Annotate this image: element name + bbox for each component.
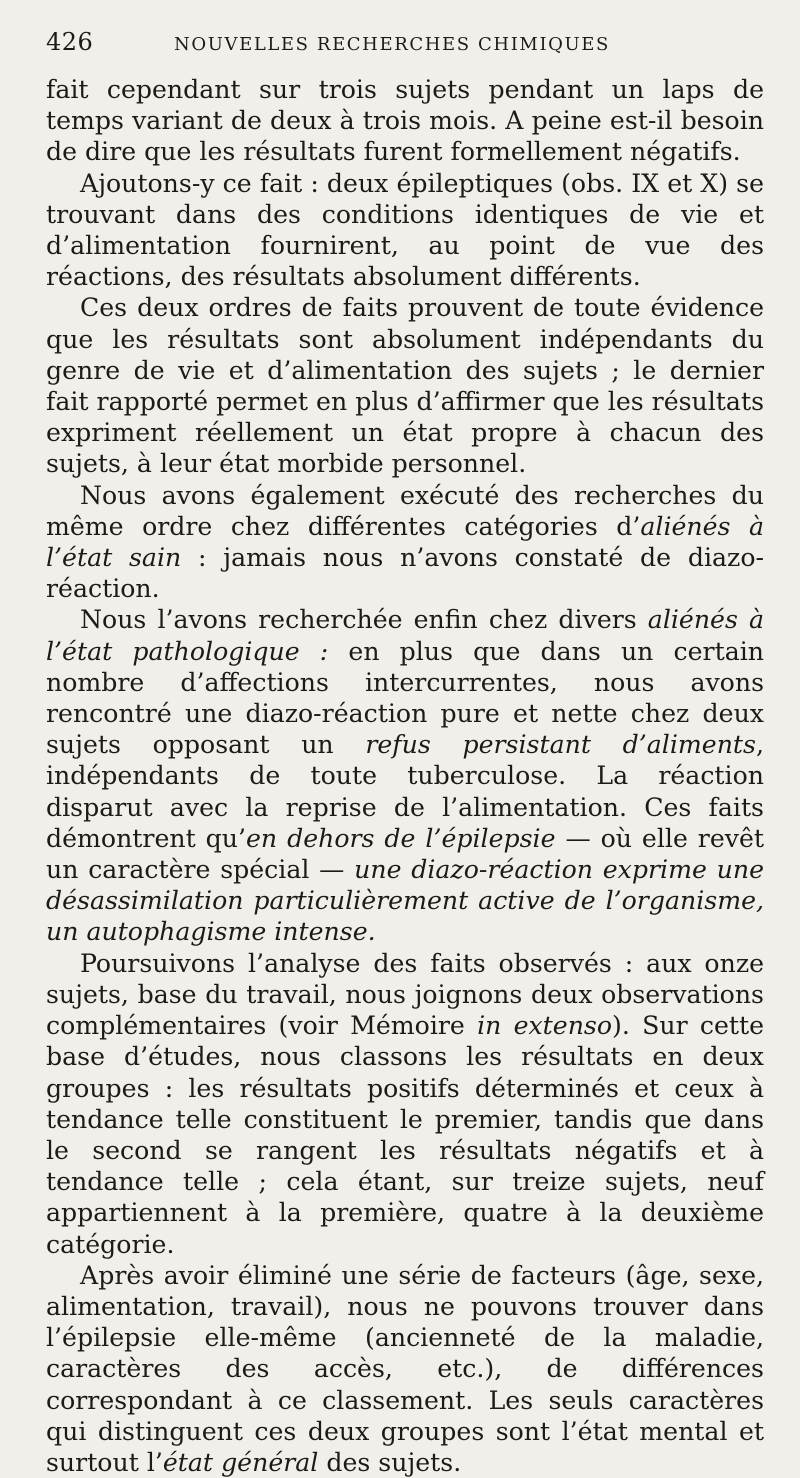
text-run: , indépendants de toute tuberculose. La réaction disparut avec la reprise de l’alimentation. Ces faits démontrent qu’ — [46, 730, 764, 853]
italic-text: état général — [162, 1447, 319, 1477]
running-title: NOUVELLES RECHERCHES CHIMIQUES — [174, 34, 610, 55]
text-run: Après avoir éliminé une série de facteurs (âge, sexe, alimentation, travail), nous ne pouvons trouver dans l’épilepsie elle-même (ancienneté de la maladie, caractères des accès, etc.), de différences correspondant à ce classement. Les seuls caractères qui distinguent ces deux groupes sont l’état mental et surtout l’ — [46, 1260, 764, 1477]
body-text — [46, 74, 764, 1478]
text-run: — où elle revêt un caractère spécial — — [46, 823, 764, 885]
italic-text: une diazo-réaction exprime une désassimilation particulièrement active de l’organisme, un autophagisme intense. — [46, 855, 764, 947]
italic-text: aliénés à l’état sain — [46, 511, 764, 573]
paragraph — [46, 1260, 764, 1478]
running-head — [46, 28, 764, 68]
paragraph — [46, 74, 764, 168]
text-run: Poursuivons l’analyse des faits observés : aux onze sujets, base du travail, nous joignons deux observations complémentaires (voir Mémoire — [46, 948, 764, 1041]
text-run: Ces deux ordres de faits prouvent de toute évidence que les résultats sont absolument indépendants du genre de vie et d’alimentation des sujets ; le dernier fait rapporté permet en plus d’affirmer que les résultats expriment réellement un état propre à chacun des sujets, à leur état morbide personnel. — [46, 293, 764, 479]
italic-text: refus persistant d’aliments — [365, 730, 756, 760]
text-run: des sujets. — [318, 1447, 462, 1477]
text-run: Ajoutons-y ce fait : deux épileptiques (obs. IX et X) se trouvant dans des conditions identiques de vie et d’alimentation fournirent, au point de vue des réactions, des résultats absolument différents. — [46, 168, 764, 292]
text-run: : jamais nous n’avons constaté de diazo-réaction. — [46, 543, 764, 604]
paragraph — [46, 480, 764, 605]
paragraph — [46, 604, 764, 947]
italic-text: en dehors de l’épilepsie — [246, 823, 556, 853]
text-run: Nous l’avons recherchée enfin chez divers — [80, 605, 648, 635]
text-run: en plus que dans un certain nombre d’affections intercurrentes, nous avons rencontré une diazo-réaction pure et nette chez deux sujets opposant un — [46, 636, 764, 760]
text-run: ). Sur cette base d’études, nous classons les résultats en deux groupes : les résultats positifs déterminés et ceux à tendance telle constituent le premier, tandis que dans le second se rangent les résultats négatifs et à tendance telle ; cela étant, sur treize sujets, neuf appartiennent à la première, quatre à la deuxième catégorie. — [46, 1011, 764, 1259]
paragraph — [46, 948, 764, 1260]
italic-text: in extenso — [477, 1011, 613, 1041]
paragraph — [46, 168, 764, 293]
text-run: Nous avons également exécuté des recherches du même ordre chez différentes catégories d’ — [46, 480, 764, 541]
italic-text: aliénés à l’état pathologique : — [46, 605, 764, 666]
text-run: fait cependant sur trois sujets pendant un laps de temps variant de deux à trois mois. A peine est-il besoin de dire que les résultats furent formellement négatifs. — [46, 75, 764, 167]
page-number: 426 — [46, 28, 94, 56]
paragraph — [46, 292, 764, 479]
